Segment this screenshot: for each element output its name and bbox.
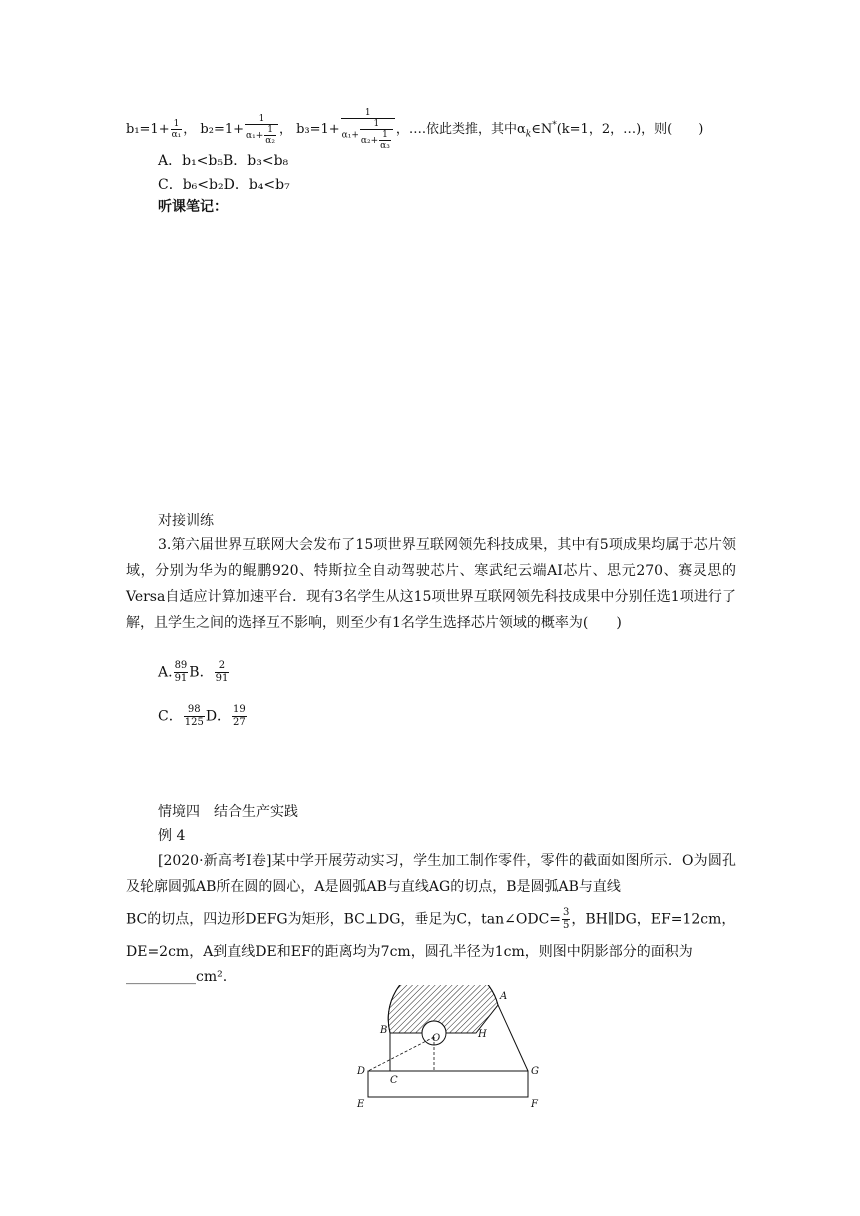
example-text-1: [2020·新高考Ⅰ卷]某中学开展劳动实习，学生加工制作零件，零件的截面如图所示．O为圆孔及轮廓圆弧AB所在圆的圆心，A是圆弧AB与直线AG的切点，B是圆弧AB与直线 (126, 853, 736, 895)
example-label: 例 4 (158, 828, 186, 844)
frac-num: 1 (379, 130, 391, 141)
option-b-fraction (215, 660, 230, 685)
fraction-b2 (245, 114, 278, 146)
example-text-2b: ，BH∥DG，EF=12cm， (571, 911, 736, 928)
option-a-label: A. (158, 664, 173, 681)
label-a: A (500, 991, 508, 1002)
frac-den-part: α₁+ (341, 130, 359, 141)
b2-term: b₂=1+ (200, 122, 245, 137)
frac-den: α₁ (171, 130, 182, 140)
frac-den (341, 119, 395, 151)
practice-option-a-b (158, 660, 230, 685)
example-text-2a: BC的切点，四边形DEFG为矩形，BC⊥DG，垂足为C，tan∠ODC= (126, 911, 562, 928)
part-cross-section-diagram (350, 985, 550, 1110)
frac-den: 125 (184, 717, 204, 728)
frac-den: 5 (563, 920, 570, 931)
label-g: G (531, 1066, 539, 1077)
option-b-label: B． (189, 664, 214, 681)
frac-num: 1 (245, 114, 278, 125)
frac-num: 19 (233, 704, 246, 715)
practice-question: 3.第六届世界互联网大会发布了15项世界互联网领先科技成果，其中有5项成果均属于芯片领域，分别为华为的鲲鹏920、特斯拉全自动驾驶芯片、寒武纪云端AI芯片、思元270、赛灵思的Versa自适应计算加速平台．现有3名学生从这15项世界互联网领先科技成果中分别任选1项进行了解，且学生之间的选择互不影响，则至少有1名学生选择芯片领域的概率为( ) (126, 537, 736, 631)
label-d: D (357, 1066, 366, 1077)
frac-den-part: α₂+ (360, 136, 379, 146)
frac-den-part: α₁+ (246, 130, 264, 141)
line-ag (498, 1005, 528, 1071)
notes-label: 听课笔记： (158, 199, 228, 215)
section-heading: 情境四 结合生产实践 (158, 804, 298, 820)
b1-term: b₁=1+ (126, 122, 170, 137)
frac-den (245, 125, 278, 146)
sequence-tail: ，….依此类推，其中α (395, 122, 526, 137)
frac-num: 3 (563, 907, 570, 918)
option-c-d: C．b₆<b₂D．b₄<b₇ (158, 177, 290, 193)
fraction-b3 (341, 108, 395, 151)
option-d-fraction (232, 704, 247, 729)
label-o: O (432, 1033, 441, 1044)
option-a-b: A．b₁<b₅B．b₃<b₈ (158, 153, 289, 169)
example-text-4: __________cm². (126, 969, 228, 985)
practice-option-c-d (158, 704, 248, 729)
frac-num: 1 (264, 125, 276, 136)
frac-num: 98 (184, 704, 205, 717)
frac-den: α₂ (265, 135, 275, 146)
dashed-od (368, 1037, 434, 1071)
frac-num: 1 (360, 119, 393, 130)
option-a-fraction (174, 660, 189, 685)
nested-fraction (379, 130, 391, 151)
frac-num: 89 (174, 660, 188, 671)
tan-fraction (562, 907, 570, 932)
example-text-2 (126, 907, 735, 932)
label-f: F (531, 1099, 538, 1110)
label-e: E (357, 1099, 365, 1110)
frac-den: 91 (174, 673, 188, 684)
option-c-label: C． (158, 708, 183, 725)
nested-fraction (360, 119, 393, 151)
sequence-tail-3: (k=1，2，…)，则( ) (556, 122, 704, 137)
frac-num: 2 (215, 660, 230, 673)
frac-num: 1 (341, 108, 395, 119)
label-c: C (390, 1075, 398, 1086)
example-text-3: DE=2cm，A到直线DE和EF的距离均为7cm，圆孔半径为1cm，则图中阴影部分的面积为 (126, 944, 693, 960)
option-d-label: D． (205, 708, 232, 725)
frac-den: 27 (233, 717, 246, 728)
label-h: H (478, 1029, 487, 1040)
sequence-tail-2: ∈N (531, 122, 553, 137)
b3-term: b₃=1+ (296, 122, 340, 137)
frac-num: 1 (171, 119, 183, 130)
frac-den (360, 130, 393, 151)
option-c-fraction (184, 704, 205, 729)
label-b: B (380, 1025, 388, 1036)
sequence-definition: b₁=1+ $\frac{1}{\text{α₁}}$ ， b₂=1+ 1 α₁+ $\frac{1}{\text{α₂}}$ ， b₃=1+ 1 α₁+ 1 α₂+ $\frac{1}{\text{α₃}}$ ，….依此类推，其中$\alpha_k\in N^*(k=1$，2，…)，则( ) (126, 108, 704, 151)
practice-heading: 对接训练 (158, 513, 214, 529)
frac-den: 91 (215, 673, 229, 684)
fraction-b1 (171, 119, 183, 140)
nested-fraction (264, 125, 276, 146)
frac-den: α₃ (380, 141, 390, 151)
